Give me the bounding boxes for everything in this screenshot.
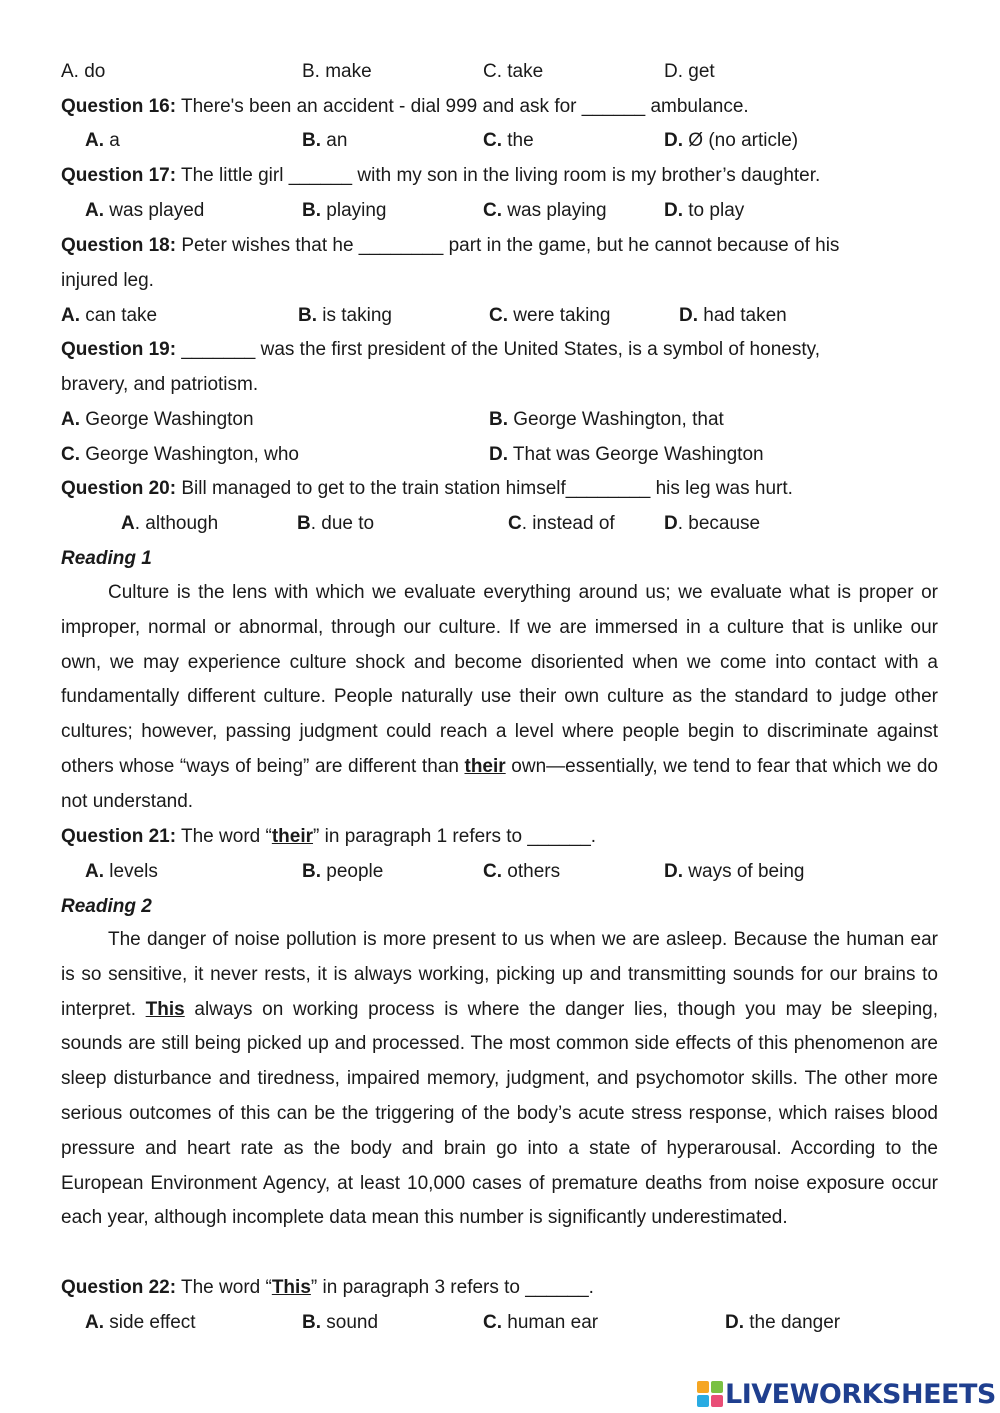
question-text: The little girl ______ with my son in the living room is my brother’s daughter.: [176, 165, 821, 186]
liveworksheets-logo[interactable]: [697, 1376, 996, 1412]
option-letter: D.: [664, 861, 683, 882]
question-text: ” in paragraph 3 refers to ______.: [310, 1277, 594, 1298]
option-text: . instead of: [521, 513, 615, 534]
q20-option-b[interactable]: [297, 512, 374, 536]
q19-option-d[interactable]: [489, 443, 764, 467]
liveworksheets-logo-icon: [697, 1381, 723, 1407]
question-label: Question 20:: [61, 478, 177, 499]
option-text: That was George Washington: [508, 444, 764, 465]
question-text: Peter wishes that he ________ part in the game, but he cannot because of his: [176, 235, 840, 256]
q17-option-c[interactable]: [483, 199, 607, 223]
option-text: human ear: [502, 1312, 599, 1333]
option-letter: B: [297, 513, 311, 534]
question-text: The word “: [176, 1277, 272, 1298]
option-letter: C.: [489, 305, 508, 326]
option-letter: B.: [298, 305, 317, 326]
passage-text: always on working process is where the danger lies, though you may be sleeping, sounds are still being picked up and processed. The most common side effects of this phenomenon are sleep disturbance and tiredness, impaired memory, judgment, and psychomotor skills. The other more serious outcomes of this can be the triggering of the body’s acute stress response, which raises blood pressure and heart rate as the body and brain go into a state of hyperarousal. According to the European Environment Agency, at least 10,000 cases of premature deaths from noise exposure occur each year, although incomplete data mean this number is significantly underestimated.: [61, 998, 938, 1229]
option-letter: C.: [483, 130, 502, 151]
question-label: Question 16:: [61, 96, 177, 117]
option-text: playing: [321, 200, 387, 221]
option-text: an: [321, 130, 348, 151]
reading-1-passage: [61, 576, 938, 820]
q16-option-d[interactable]: [664, 129, 798, 153]
option-letter: A.: [61, 305, 80, 326]
question-label: Question 19:: [61, 339, 177, 360]
question-18: [61, 234, 839, 258]
option-letter: A: [121, 513, 135, 534]
option-letter: B.: [302, 130, 321, 151]
q19-option-a[interactable]: [61, 408, 254, 432]
question-label: Question 17:: [61, 165, 177, 186]
q19-option-c[interactable]: [61, 443, 299, 467]
option-letter: D.: [725, 1312, 744, 1333]
passage-text: own—essentially, we tend to fear that which we do not understand.: [61, 755, 938, 812]
highlighted-word: This: [145, 998, 185, 1020]
q21-option-a[interactable]: [85, 860, 158, 884]
option-letter: C.: [483, 200, 502, 221]
question-label: Question 21:: [61, 826, 177, 847]
q16-option-c[interactable]: [483, 129, 534, 153]
option-text: sound: [321, 1312, 379, 1333]
question-label: Question 22:: [61, 1277, 177, 1298]
option-letter: D.: [664, 130, 683, 151]
option-text: side effect: [104, 1312, 196, 1333]
q19-option-b[interactable]: [489, 408, 724, 432]
option-letter: B.: [302, 1312, 321, 1333]
highlighted-word: This: [271, 1277, 311, 1298]
q17-option-b[interactable]: [302, 199, 387, 223]
question-22: [61, 1276, 594, 1300]
option-text: George Washington, who: [80, 444, 299, 465]
option-letter: A.: [85, 200, 104, 221]
q16-option-b[interactable]: [302, 129, 347, 153]
q22-option-a[interactable]: [85, 1311, 196, 1335]
q20-option-d[interactable]: [664, 512, 760, 536]
liveworksheets-wordmark: LIVEWORKSHEETS: [725, 1378, 996, 1410]
option-letter: B.: [302, 200, 321, 221]
q21-option-b[interactable]: [302, 860, 383, 884]
option-text: ways of being: [683, 861, 805, 882]
option-text: was playing: [502, 200, 607, 221]
option-text: Ø (no article): [683, 130, 799, 151]
q15-option-a[interactable]: A. do: [61, 61, 106, 82]
option-text: . although: [134, 513, 219, 534]
option-text: George Washington: [80, 409, 254, 430]
q22-option-d[interactable]: [725, 1311, 840, 1335]
q15-option-c[interactable]: C. take: [483, 61, 544, 82]
option-letter: B.: [302, 861, 321, 882]
passage-text: Culture is the lens with which we evaluate everything around us; we evaluate what is proper or improper, normal or abnormal, through our culture. If we are immersed in a culture that is unlike our own, we may experience culture shock and become disoriented when we come into contact with a fundamentally different culture. People naturally use their own culture as the standard to judge other cultures; however, passing judgment could reach a level where people begin to discriminate against others whose “ways of being” are different than: [61, 582, 938, 777]
highlighted-word: their: [271, 826, 314, 847]
q20-option-a[interactable]: [121, 512, 218, 536]
question-20: [61, 477, 793, 501]
q18-option-b[interactable]: [298, 304, 392, 328]
option-text: was played: [104, 200, 205, 221]
q20-option-c[interactable]: [508, 512, 615, 536]
reading-1-heading: Reading 1: [61, 548, 152, 569]
q22-option-b[interactable]: [302, 1311, 378, 1335]
highlighted-word: their: [464, 755, 506, 777]
question-19-continued: bravery, and patriotism.: [61, 374, 259, 395]
question-text: ” in paragraph 1 refers to ______.: [313, 826, 597, 847]
question-19: [61, 338, 820, 362]
question-text: There's been an accident - dial 999 and ask for ______ ambulance.: [176, 96, 749, 117]
option-text: . due to: [310, 513, 375, 534]
option-letter: C: [508, 513, 522, 534]
option-letter: C.: [61, 444, 80, 465]
reading-2-heading: Reading 2: [61, 896, 152, 917]
option-letter: A.: [85, 130, 104, 151]
question-17: [61, 164, 820, 188]
option-text: a: [104, 130, 120, 151]
question-text: _______ was the first president of the United States, is a symbol of honesty,: [176, 339, 820, 360]
q18-option-d[interactable]: [679, 304, 787, 328]
question-16: [61, 95, 749, 119]
q17-option-a[interactable]: [85, 199, 204, 223]
option-text: others: [502, 861, 561, 882]
question-21: [61, 825, 596, 849]
passage-text: The danger of noise pollution is more present to us when we are asleep. Because the human ear is so sensitive, it never rests, it is always working, picking up and transmitting sounds for our brains to interpret.: [61, 929, 938, 1020]
q17-option-d[interactable]: [664, 199, 744, 223]
q15-option-d[interactable]: D. get: [664, 61, 715, 82]
option-text: is taking: [317, 305, 392, 326]
q18-option-c[interactable]: [489, 304, 610, 328]
option-letter: D.: [679, 305, 698, 326]
option-text: were taking: [508, 305, 611, 326]
option-text: . because: [677, 513, 761, 534]
option-text: to play: [683, 200, 745, 221]
q18-option-a[interactable]: [61, 304, 157, 328]
option-letter: D: [664, 513, 678, 534]
option-letter: D.: [489, 444, 508, 465]
q21-option-c[interactable]: [483, 860, 560, 884]
option-letter: B.: [489, 409, 508, 430]
q21-option-d[interactable]: [664, 860, 804, 884]
option-text: George Washington, that: [508, 409, 724, 430]
option-letter: A.: [85, 1312, 104, 1333]
option-letter: D.: [664, 200, 683, 221]
question-text: The word “: [176, 826, 272, 847]
question-18-continued: injured leg.: [61, 270, 154, 291]
option-text: people: [321, 861, 384, 882]
option-text: levels: [104, 861, 158, 882]
option-text: had taken: [698, 305, 787, 326]
option-letter: A.: [85, 861, 104, 882]
reading-2-passage: [61, 923, 938, 1236]
q16-option-a[interactable]: [85, 129, 120, 153]
option-text: the: [502, 130, 534, 151]
option-text: can take: [80, 305, 158, 326]
q22-option-c[interactable]: [483, 1311, 598, 1335]
option-letter: C.: [483, 1312, 502, 1333]
option-letter: C.: [483, 861, 502, 882]
question-label: Question 18:: [61, 235, 177, 256]
option-text: the danger: [744, 1312, 841, 1333]
q15-option-b[interactable]: B. make: [302, 61, 372, 82]
question-text: Bill managed to get to the train station himself________ his leg was hurt.: [176, 478, 793, 499]
option-letter: A.: [61, 409, 80, 430]
